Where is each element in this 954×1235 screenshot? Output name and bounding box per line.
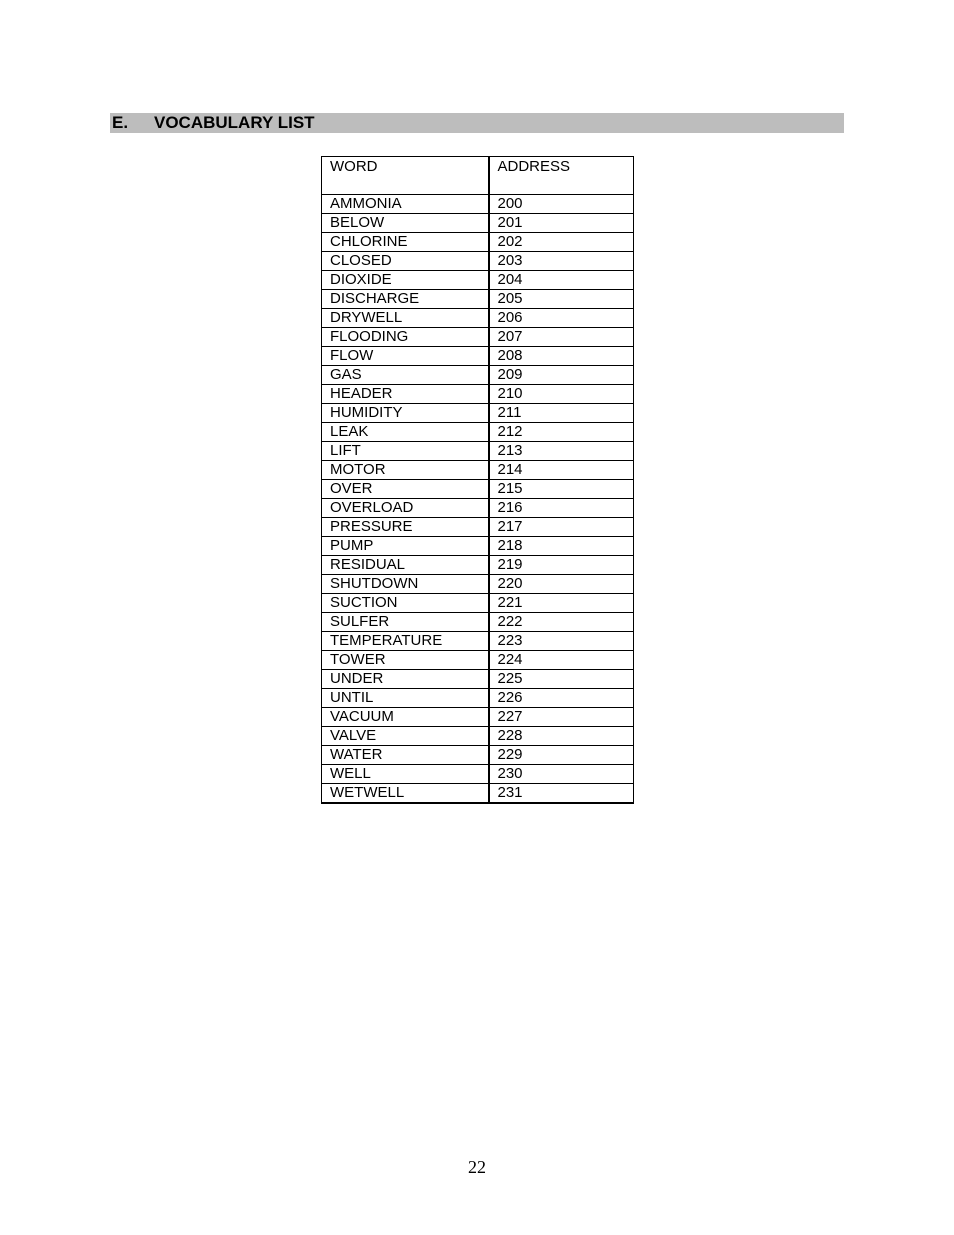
table-body [322, 195, 634, 804]
word-cell: BELOW [322, 214, 489, 233]
address-cell: 229 [489, 746, 634, 765]
word-cell: SULFER [322, 613, 489, 632]
word-cell: OVER [322, 480, 489, 499]
word-cell: GAS [322, 366, 489, 385]
table-row [322, 385, 634, 404]
word-cell: FLOODING [322, 328, 489, 347]
table-row [322, 366, 634, 385]
table-row [322, 290, 634, 309]
table-row [322, 746, 634, 765]
table-row [322, 613, 634, 632]
address-cell: 205 [489, 290, 634, 309]
table-row [322, 499, 634, 518]
address-cell: 206 [489, 309, 634, 328]
table-row [322, 632, 634, 651]
table-row [322, 708, 634, 727]
section-letter: E. [112, 113, 129, 132]
word-cell: CHLORINE [322, 233, 489, 252]
table-row [322, 347, 634, 366]
address-cell: 226 [489, 689, 634, 708]
table-row [322, 727, 634, 746]
word-cell: RESIDUAL [322, 556, 489, 575]
table-row [322, 271, 634, 290]
word-cell: PUMP [322, 537, 489, 556]
table-row [322, 556, 634, 575]
table-row [322, 670, 634, 689]
word-cell: WELL [322, 765, 489, 784]
word-cell: VALVE [322, 727, 489, 746]
word-cell: TEMPERATURE [322, 632, 489, 651]
address-cell: 227 [489, 708, 634, 727]
table-row [322, 461, 634, 480]
word-cell: MOTOR [322, 461, 489, 480]
word-cell: UNTIL [322, 689, 489, 708]
address-cell: 220 [489, 575, 634, 594]
table-row [322, 404, 634, 423]
table-row [322, 442, 634, 461]
word-cell: LIFT [322, 442, 489, 461]
vocabulary-table [321, 156, 634, 804]
word-cell: PRESSURE [322, 518, 489, 537]
word-cell: DIOXIDE [322, 271, 489, 290]
table-row [322, 480, 634, 499]
table-row [322, 195, 634, 214]
address-cell: 204 [489, 271, 634, 290]
table-row [322, 252, 634, 271]
word-cell: WETWELL [322, 784, 489, 804]
address-cell: 213 [489, 442, 634, 461]
address-cell: 218 [489, 537, 634, 556]
address-cell: 217 [489, 518, 634, 537]
section-title: VOCABULARY LIST [154, 113, 315, 132]
column-header-address: ADDRESS [489, 157, 634, 195]
word-cell: OVERLOAD [322, 499, 489, 518]
word-cell: HEADER [322, 385, 489, 404]
address-cell: 215 [489, 480, 634, 499]
address-cell: 212 [489, 423, 634, 442]
address-cell: 228 [489, 727, 634, 746]
table-row [322, 309, 634, 328]
table-row [322, 575, 634, 594]
section-heading [110, 113, 844, 133]
address-cell: 219 [489, 556, 634, 575]
page-number: 22 [468, 1157, 486, 1177]
table-row [322, 233, 634, 252]
address-cell: 200 [489, 195, 634, 214]
table-row [322, 518, 634, 537]
word-cell: AMMONIA [322, 195, 489, 214]
table-row [322, 765, 634, 784]
word-cell: VACUUM [322, 708, 489, 727]
address-cell: 216 [489, 499, 634, 518]
table-row [322, 784, 634, 804]
address-cell: 202 [489, 233, 634, 252]
table-row [322, 651, 634, 670]
table-header-row [322, 157, 634, 195]
address-cell: 210 [489, 385, 634, 404]
word-cell: TOWER [322, 651, 489, 670]
word-cell: HUMIDITY [322, 404, 489, 423]
word-cell: FLOW [322, 347, 489, 366]
address-cell: 208 [489, 347, 634, 366]
table-row [322, 594, 634, 613]
word-cell: WATER [322, 746, 489, 765]
word-cell: DRYWELL [322, 309, 489, 328]
table-row [322, 537, 634, 556]
word-cell: LEAK [322, 423, 489, 442]
column-header-word: WORD [322, 157, 489, 195]
address-cell: 201 [489, 214, 634, 233]
address-cell: 207 [489, 328, 634, 347]
address-cell: 225 [489, 670, 634, 689]
word-cell: DISCHARGE [322, 290, 489, 309]
word-cell: UNDER [322, 670, 489, 689]
address-cell: 203 [489, 252, 634, 271]
address-cell: 231 [489, 784, 634, 804]
table-row [322, 328, 634, 347]
word-cell: CLOSED [322, 252, 489, 271]
address-cell: 230 [489, 765, 634, 784]
table-row [322, 689, 634, 708]
address-cell: 222 [489, 613, 634, 632]
table-row [322, 214, 634, 233]
address-cell: 221 [489, 594, 634, 613]
address-cell: 224 [489, 651, 634, 670]
address-cell: 209 [489, 366, 634, 385]
address-cell: 211 [489, 404, 634, 423]
table-row [322, 423, 634, 442]
word-cell: SHUTDOWN [322, 575, 489, 594]
address-cell: 214 [489, 461, 634, 480]
word-cell: SUCTION [322, 594, 489, 613]
address-cell: 223 [489, 632, 634, 651]
